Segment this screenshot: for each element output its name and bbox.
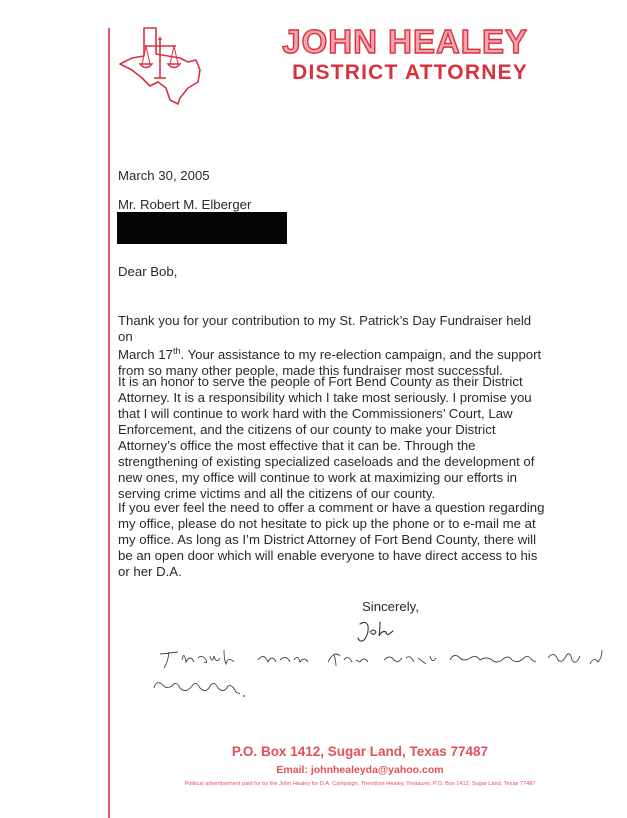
date-suffix: th: [172, 346, 181, 356]
handwritten-note: [150, 640, 610, 710]
paragraph-1-line-1: Thank you for your contribution to my St. Patrick’s Day Fundraiser held on: [118, 313, 532, 344]
paragraph-1: [118, 313, 548, 379]
letterhead-name: JOHN HEALEY: [282, 23, 528, 60]
paragraph-3: If you ever feel the need to offer a comment or have a question regarding my office, please do not hesitate to pick up the phone or to e-mail me at my office. As long as I’m District Attorney of Fort Bend County, there will be an open door which will enable everyone to have direct access to his or her D.A.: [118, 500, 545, 579]
event-date: March 17: [118, 347, 173, 362]
footer-email[interactable]: Email: johnhealeyda@yahoo.com: [276, 764, 444, 776]
footer-address: P.O. Box 1412, Sugar Land, Texas 77487: [231, 744, 489, 759]
paragraph-2: It is an honor to serve the people of Fort Bend County as their District Attorney. It is a responsibility which I take most seriously. I promise you that I will continue to work hard with the Commissioners’ Court, Law Enforcement, and the citizens of our county to make your District Attorney’s office the most effective that it can be. Through the strengthening of existing specialized caseloads and the development of new ones, my office will continue to work at maximizing our efforts in serving crime victims and all the citizens of our county.: [118, 374, 535, 501]
salutation: Dear Bob,: [118, 264, 178, 279]
margin-rule: [108, 28, 110, 818]
letterhead-title: DISTRICT ATTORNEY: [292, 61, 528, 84]
redacted-address: [117, 212, 287, 244]
handwritten-note-ink: [150, 640, 610, 710]
paragraph-1-text: . Your assistance to my re-election campaign, and the support from so many other people, made this fundraiser most successful.: [118, 347, 542, 378]
texas-scales-icon: [114, 24, 206, 106]
recipient-name: Mr. Robert M. Elberger: [118, 197, 252, 212]
closing: Sincerely,: [362, 599, 419, 614]
footer-disclaimer: Political advertisement paid for by the John Healey for D.A. Campaign, Theodora Healey, Treasurer, P.O. Box 1412, Sugar Land, Texas 77487: [184, 781, 536, 787]
letter-date: March 30, 2005: [118, 168, 210, 183]
